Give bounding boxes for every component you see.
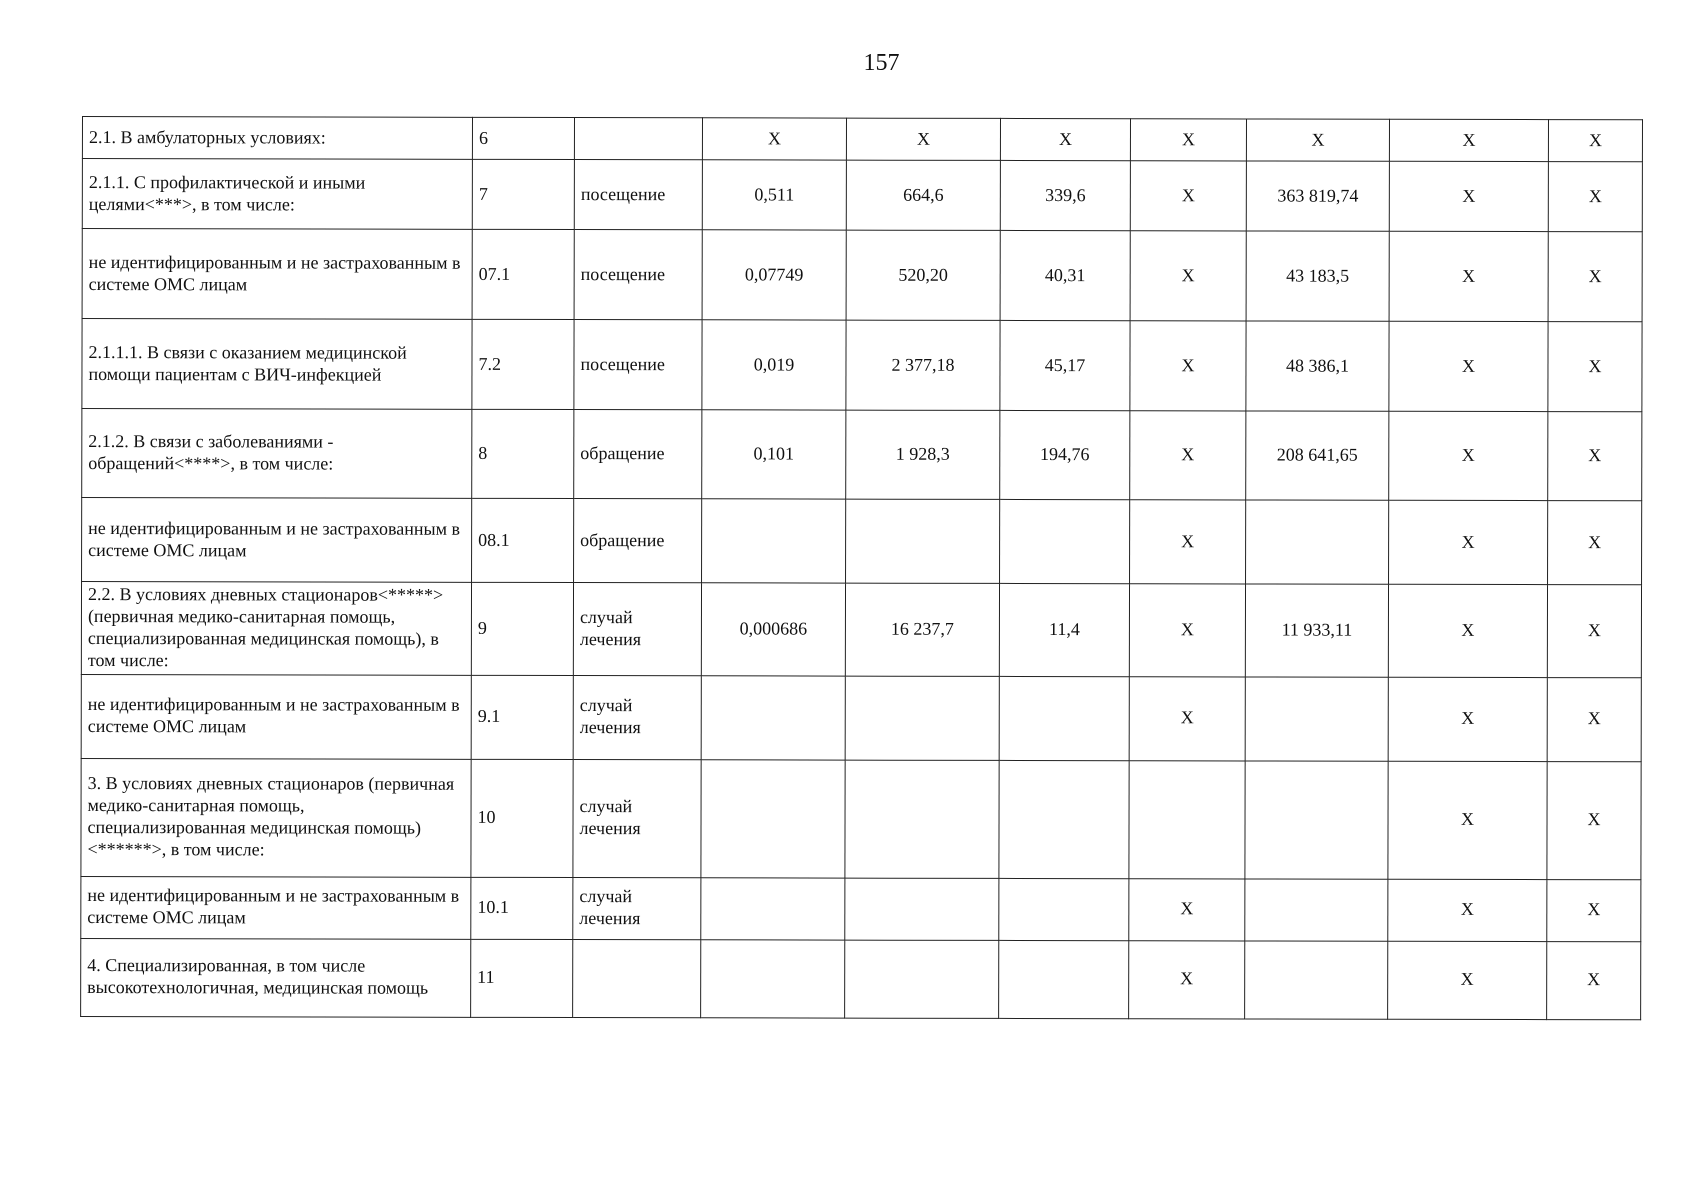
page-number: 157 xyxy=(863,50,900,76)
value-cell: Х xyxy=(1548,322,1642,412)
value-cell xyxy=(845,940,999,1018)
row-label: 4. Специализированная, в том числе высокотехнологичная, медицинская помощь xyxy=(81,938,471,1017)
row-number: 8 xyxy=(472,409,574,498)
value-cell: 11,4 xyxy=(999,583,1129,676)
row-label: 3. В условиях дневных стационаров (первичная медико-санитарная помощь, специализированная медицинская помощь) <******>, в том числе: xyxy=(81,758,471,877)
unit-cell: посещение xyxy=(574,160,702,230)
table-row xyxy=(82,498,1642,585)
value-cell: Х xyxy=(1389,161,1548,231)
value-cell xyxy=(999,760,1129,878)
value-cell: Х xyxy=(1129,879,1245,941)
row-label: 2.1.1. С профилактической и иными целями<***>, в том числе: xyxy=(82,159,472,230)
value-cell xyxy=(1000,499,1130,583)
value-cell xyxy=(845,760,999,878)
value-cell: Х xyxy=(1548,412,1642,501)
table-row xyxy=(82,229,1642,322)
row-number: 7.2 xyxy=(472,319,574,409)
row-number: 08.1 xyxy=(472,498,574,582)
value-cell: Х xyxy=(1547,761,1641,879)
value-cell: 520,20 xyxy=(846,230,1000,320)
value-cell: Х xyxy=(1129,677,1245,761)
row-label: не идентифицированным и не застрахованным в системе ОМС лицам xyxy=(81,876,471,939)
row-number: 07.1 xyxy=(472,229,574,319)
row-label: 2.1. В амбулаторных условиях: xyxy=(82,117,472,160)
value-cell: 11 933,11 xyxy=(1245,584,1388,677)
value-cell: Х xyxy=(1388,879,1547,941)
row-number: 10 xyxy=(471,759,573,877)
table-row xyxy=(82,117,1642,162)
row-label: не идентифицированным и не застрахованным в системе ОМС лицам xyxy=(82,498,472,583)
value-cell: Х xyxy=(702,118,846,160)
value-cell: 363 819,74 xyxy=(1246,161,1389,231)
value-cell: Х xyxy=(1547,677,1641,761)
row-label: 2.1.1.1. В связи с оказанием медицинской помощи пациентам с ВИЧ-инфекцией xyxy=(82,319,472,410)
row-number: 7 xyxy=(472,159,574,229)
value-cell xyxy=(701,676,845,760)
value-cell xyxy=(846,499,1000,583)
value-cell: Х xyxy=(1548,501,1642,585)
unit-cell: посещение xyxy=(574,230,702,320)
value-cell: Х xyxy=(1130,500,1246,584)
value-cell: Х xyxy=(1130,119,1246,161)
table-row xyxy=(82,159,1642,232)
value-cell: Х xyxy=(1388,941,1547,1019)
value-cell: 43 183,5 xyxy=(1246,231,1389,321)
value-cell: 16 237,7 xyxy=(845,583,999,676)
value-cell xyxy=(701,878,845,940)
unit-cell: обращение xyxy=(574,499,702,583)
value-cell: 0,101 xyxy=(702,410,846,499)
value-cell: 339,6 xyxy=(1000,160,1130,230)
row-label: 2.1.2. В связи с заболеваниями - обращений<****>, в том числе: xyxy=(82,409,472,499)
value-cell xyxy=(1245,941,1388,1019)
value-cell: 0,019 xyxy=(702,320,846,410)
unit-cell: случай лечения xyxy=(573,877,701,939)
row-number: 10.1 xyxy=(471,877,573,939)
row-number: 9.1 xyxy=(471,675,573,759)
value-cell: Х xyxy=(1547,941,1641,1019)
value-cell: Х xyxy=(1547,585,1641,678)
table-row xyxy=(81,674,1641,761)
value-cell xyxy=(1245,761,1388,879)
value-cell: 1 928,3 xyxy=(846,410,1000,499)
value-cell: 0,000686 xyxy=(701,583,845,676)
unit-cell: случай лечения xyxy=(573,759,701,877)
value-cell xyxy=(845,878,999,940)
value-cell: Х xyxy=(846,118,1000,160)
row-number: 9 xyxy=(471,582,573,675)
value-cell: Х xyxy=(1129,584,1245,677)
unit-cell: обращение xyxy=(574,410,702,499)
value-cell: 48 386,1 xyxy=(1246,321,1389,411)
value-cell: 2 377,18 xyxy=(846,320,1000,410)
value-cell: Х xyxy=(1388,677,1547,761)
value-cell xyxy=(1245,677,1388,761)
value-cell xyxy=(999,940,1129,1018)
value-cell xyxy=(1246,500,1389,584)
table-row xyxy=(82,409,1642,501)
value-cell: Х xyxy=(1547,879,1641,941)
value-cell: 664,6 xyxy=(846,160,1000,230)
value-cell xyxy=(702,499,846,583)
value-cell: 0,07749 xyxy=(702,230,846,320)
value-cell xyxy=(701,940,845,1018)
value-cell: Х xyxy=(1388,761,1547,879)
row-number: 6 xyxy=(472,117,574,159)
value-cell: Х xyxy=(1389,500,1548,584)
value-cell xyxy=(999,676,1129,760)
value-cell xyxy=(999,878,1129,940)
row-label: не идентифицированным и не застрахованным в системе ОМС лицам xyxy=(81,674,471,759)
unit-cell: посещение xyxy=(574,320,702,410)
value-cell: Х xyxy=(1548,120,1642,162)
value-cell: 45,17 xyxy=(1000,320,1130,410)
value-cell: Х xyxy=(1389,231,1548,321)
value-cell: Х xyxy=(1389,119,1548,161)
unit-cell xyxy=(574,118,702,160)
value-cell: Х xyxy=(1130,411,1246,500)
value-cell: Х xyxy=(1389,411,1548,500)
value-cell: 208 641,65 xyxy=(1246,411,1389,500)
value-cell: 40,31 xyxy=(1000,230,1130,320)
row-label: 2.2. В условиях дневных стационаров<*****> (первичная медико-санитарная помощь, специализированная медицинская помощь), в том числе: xyxy=(81,582,471,676)
table-row xyxy=(81,582,1641,678)
row-label: не идентифицированным и не застрахованным в системе ОМС лицам xyxy=(82,229,472,320)
value-cell xyxy=(845,676,999,760)
value-cell: Х xyxy=(1388,584,1547,677)
table-row xyxy=(82,319,1642,412)
value-cell: Х xyxy=(1130,321,1246,411)
value-cell: 194,76 xyxy=(1000,410,1130,499)
value-cell xyxy=(1129,761,1245,879)
table-row xyxy=(81,876,1641,941)
value-cell: Х xyxy=(1000,118,1130,160)
value-cell: 0,511 xyxy=(702,160,846,230)
value-cell: Х xyxy=(1389,321,1548,411)
value-cell: Х xyxy=(1129,941,1245,1019)
value-cell: Х xyxy=(1130,161,1246,231)
value-cell: Х xyxy=(1130,231,1246,321)
value-cell: Х xyxy=(1246,119,1389,161)
table-row xyxy=(81,938,1641,1019)
row-number: 11 xyxy=(471,939,573,1017)
unit-cell: случай лечения xyxy=(573,583,701,676)
value-cell xyxy=(1245,879,1388,941)
value-cell: Х xyxy=(1548,232,1642,322)
table-row xyxy=(81,758,1641,879)
unit-cell: случай лечения xyxy=(573,675,701,759)
value-cell xyxy=(701,760,845,878)
value-cell: Х xyxy=(1548,162,1642,232)
unit-cell xyxy=(573,939,701,1017)
data-table xyxy=(80,116,1643,1020)
